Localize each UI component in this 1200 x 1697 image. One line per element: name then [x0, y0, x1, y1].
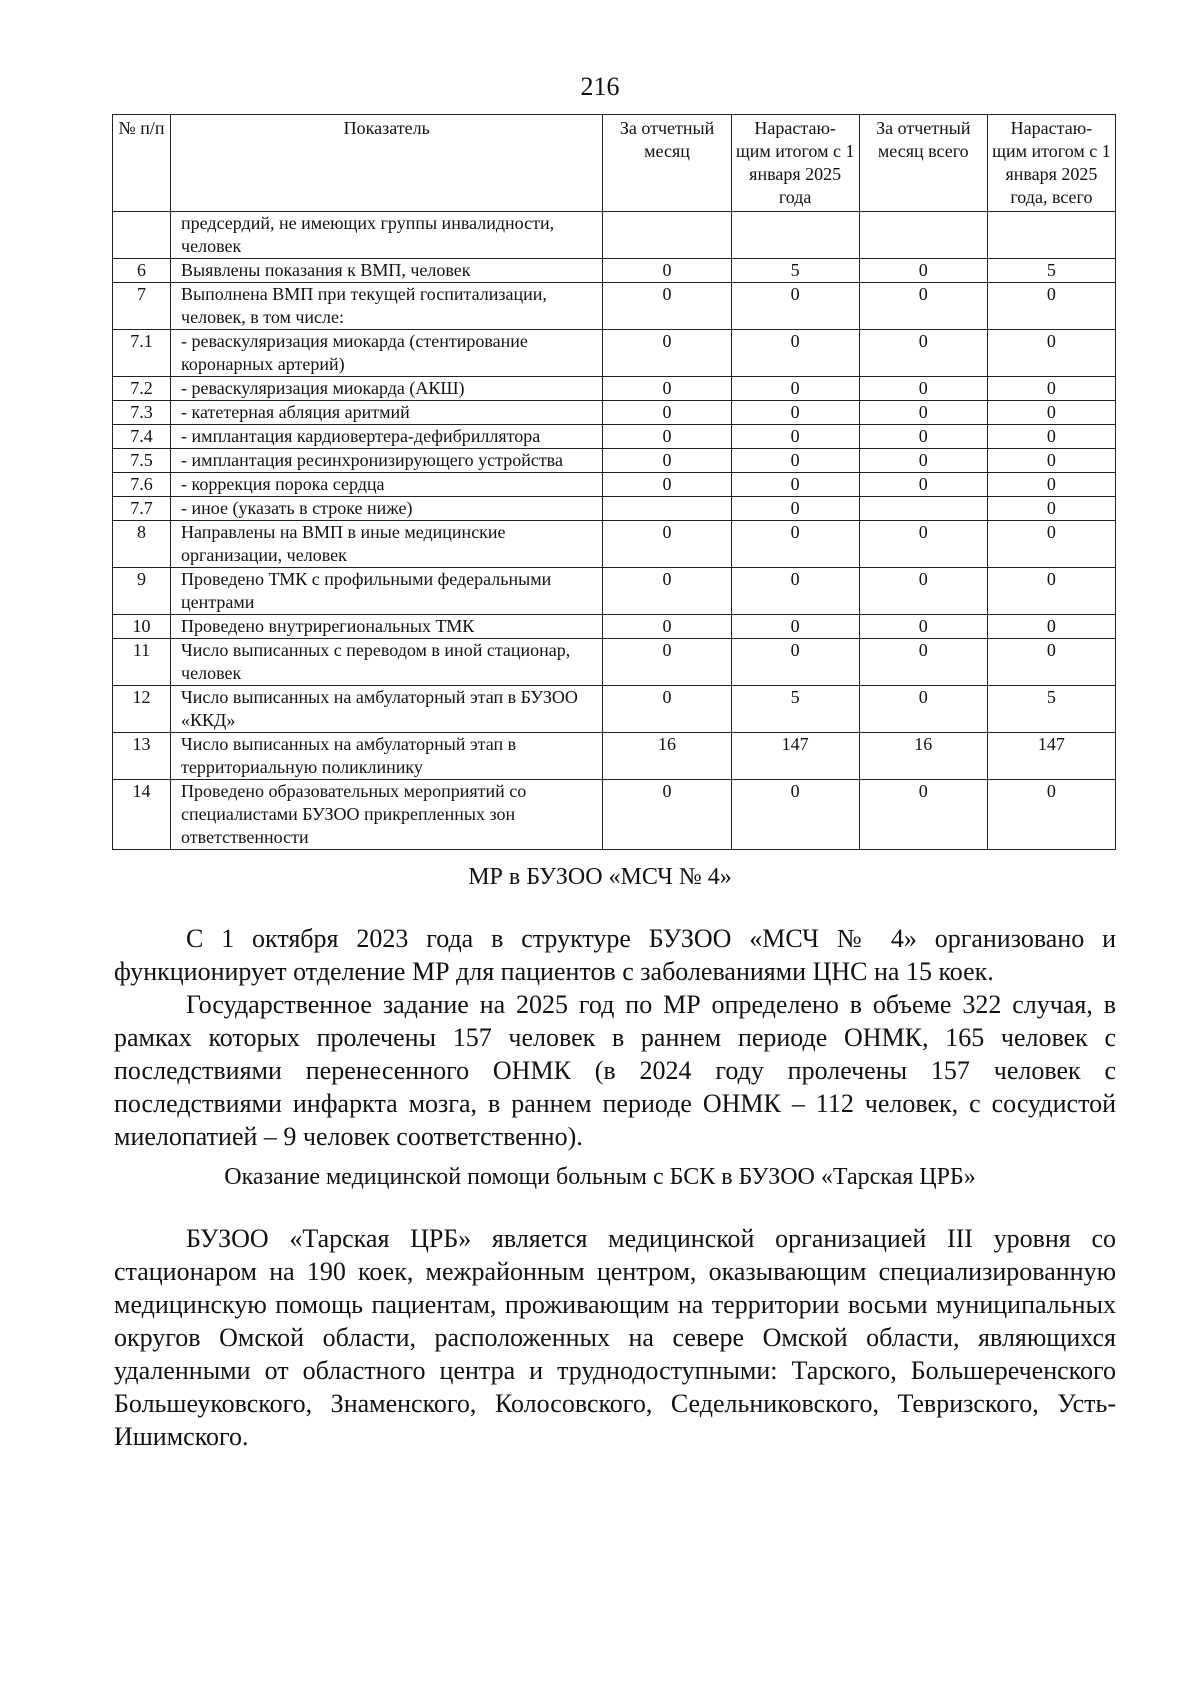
table-body — [113, 212, 1116, 850]
row-month-total — [859, 212, 987, 259]
row-cumulative: 0 — [731, 401, 859, 425]
row-month: 0 — [603, 473, 731, 497]
row-cumulative-total: 0 — [987, 521, 1115, 568]
row-month: 0 — [603, 259, 731, 283]
row-number: 11 — [113, 639, 171, 686]
row-indicator: Направлены на ВМП в иные медицинские организации, человек — [171, 521, 603, 568]
row-month-total: 0 — [859, 639, 987, 686]
row-month-total: 0 — [859, 259, 987, 283]
page-number: 216 — [580, 72, 620, 101]
row-month-total: 0 — [859, 473, 987, 497]
row-month: 0 — [603, 686, 731, 733]
row-cumulative-total: 0 — [987, 639, 1115, 686]
row-cumulative: 0 — [731, 639, 859, 686]
row-cumulative-total: 0 — [987, 568, 1115, 615]
row-month: 0 — [603, 283, 731, 330]
row-month — [603, 212, 731, 259]
row-indicator: Число выписанных на амбулаторный этап в территориальную поликлинику — [171, 733, 603, 780]
row-month-total: 0 — [859, 780, 987, 850]
row-number — [113, 212, 171, 259]
row-month: 0 — [603, 568, 731, 615]
row-indicator: - имплантация ресинхронизирующего устройства — [171, 449, 603, 473]
row-indicator: Проведено ТМК с профильными федеральными центрами — [171, 568, 603, 615]
paragraph-text: Государственное задание на 2025 год по МР определено в объеме 322 случая, в рамках которых пролечены 157 человек в раннем периоде ОНМК, 165 человек с последствиями перенесенного ОНМК (в 2024 году пролечены 157 человек с последствиями инфаркта мозга, в раннем периоде ОНМК – 112 человек, с сосудистой миелопатией – 9 человек соответственно). — [114, 990, 1116, 1151]
row-month: 0 — [603, 615, 731, 639]
table-row — [113, 615, 1116, 639]
row-indicator: Число выписанных с переводом в иной стационар, человек — [171, 639, 603, 686]
table-row — [113, 473, 1116, 497]
row-cumulative-total: 0 — [987, 615, 1115, 639]
row-month: 0 — [603, 639, 731, 686]
row-cumulative: 5 — [731, 686, 859, 733]
header-cumulative-total: Нарастаю- щим итогом с 1 января 2025 года, всего — [987, 115, 1115, 212]
header-number: № п/п — [113, 115, 171, 212]
table-header — [113, 115, 1116, 212]
paragraph-text: С 1 октября 2023 года в структуре БУЗОО «МСЧ № 4» организовано и функционирует отделение МР для пациентов с заболеваниями ЦНС на 15 коек. — [114, 924, 1116, 986]
row-month-total: 0 — [859, 521, 987, 568]
row-cumulative: 5 — [731, 259, 859, 283]
row-cumulative-total — [987, 212, 1115, 259]
row-month-total: 0 — [859, 686, 987, 733]
row-cumulative-total: 0 — [987, 425, 1115, 449]
row-month-total: 0 — [859, 330, 987, 377]
row-month-total: 0 — [859, 425, 987, 449]
row-month: 0 — [603, 401, 731, 425]
row-month-total: 0 — [859, 283, 987, 330]
row-number: 12 — [113, 686, 171, 733]
row-number: 7.3 — [113, 401, 171, 425]
paragraph-msch4-state-task — [114, 988, 1116, 1153]
row-indicator: Проведено внутрирегиональных ТМК — [171, 615, 603, 639]
row-month: 0 — [603, 330, 731, 377]
row-cumulative-total: 0 — [987, 401, 1115, 425]
table-row — [113, 733, 1116, 780]
row-cumulative: 0 — [731, 521, 859, 568]
row-month: 0 — [603, 377, 731, 401]
row-number: 9 — [113, 568, 171, 615]
row-month: 0 — [603, 521, 731, 568]
section-heading-tara: Оказание медицинской помощи больным с БСК в БУЗОО «Тарская ЦРБ» — [224, 1164, 976, 1190]
row-cumulative-total: 0 — [987, 449, 1115, 473]
row-month: 16 — [603, 733, 731, 780]
table-row — [113, 639, 1116, 686]
row-cumulative: 147 — [731, 733, 859, 780]
row-cumulative-total: 5 — [987, 259, 1115, 283]
table-row — [113, 330, 1116, 377]
row-indicator: - иное (указать в строке ниже) — [171, 497, 603, 521]
row-month-total: 0 — [859, 615, 987, 639]
paragraph-tara-description — [114, 1222, 1116, 1453]
table-row — [113, 449, 1116, 473]
row-cumulative-total: 0 — [987, 283, 1115, 330]
row-number: 13 — [113, 733, 171, 780]
paragraph-msch4-opening — [114, 922, 1116, 988]
row-cumulative: 0 — [731, 497, 859, 521]
row-indicator: - реваскуляризация миокарда (АКШ) — [171, 377, 603, 401]
header-cumulative: Нарастаю- щим итогом с 1 января 2025 года — [731, 115, 859, 212]
row-cumulative: 0 — [731, 473, 859, 497]
row-number: 7.2 — [113, 377, 171, 401]
row-indicator: - имплантация кардиовертера-дефибриллятора — [171, 425, 603, 449]
table-row — [113, 425, 1116, 449]
row-cumulative-total: 0 — [987, 780, 1115, 850]
row-cumulative-total: 0 — [987, 330, 1115, 377]
row-number: 7.4 — [113, 425, 171, 449]
row-cumulative: 0 — [731, 425, 859, 449]
row-month: 0 — [603, 780, 731, 850]
row-month: 0 — [603, 449, 731, 473]
row-cumulative: 0 — [731, 568, 859, 615]
table-row — [113, 497, 1116, 521]
row-indicator: предсердий, не имеющих группы инвалидности, человек — [171, 212, 603, 259]
row-number: 7.1 — [113, 330, 171, 377]
row-cumulative: 0 — [731, 615, 859, 639]
row-number: 7.5 — [113, 449, 171, 473]
row-number: 7.7 — [113, 497, 171, 521]
row-number: 7.6 — [113, 473, 171, 497]
row-cumulative-total: 0 — [987, 473, 1115, 497]
row-month-total: 0 — [859, 377, 987, 401]
row-cumulative-total: 5 — [987, 686, 1115, 733]
row-indicator: Число выписанных на амбулаторный этап в БУЗОО «ККД» — [171, 686, 603, 733]
row-month-total: 0 — [859, 568, 987, 615]
row-month: 0 — [603, 425, 731, 449]
table-row — [113, 377, 1116, 401]
row-number: 14 — [113, 780, 171, 850]
row-cumulative: 0 — [731, 283, 859, 330]
row-month-total: 0 — [859, 401, 987, 425]
row-cumulative: 0 — [731, 377, 859, 401]
table-row — [113, 686, 1116, 733]
header-indicator: Показатель — [171, 115, 603, 212]
paragraph-text: БУЗОО «Тарская ЦРБ» является медицинской организацией III уровня со стационаром на 190 коек, межрайонным центром, оказывающим специализированную медицинскую помощь пациентам, проживающим на территории восьми муниципальных округов Омской области, расположенных на севере Омской области, являющихся удаленными от областного центра и труднодоступными: Тарского, Большереченского Большеуковского, Знаменского, Колосовского, Седельниковского, Тевризского, Усть-Ишимского. — [114, 1224, 1116, 1451]
row-indicator: - коррекция порока сердца — [171, 473, 603, 497]
row-number: 7 — [113, 283, 171, 330]
row-month — [603, 497, 731, 521]
row-cumulative: 0 — [731, 780, 859, 850]
row-cumulative-total: 147 — [987, 733, 1115, 780]
row-cumulative: 0 — [731, 449, 859, 473]
row-indicator: - реваскуляризация миокарда (стентирование коронарных артерий) — [171, 330, 603, 377]
section-heading-msch4: МР в БУЗОО «МСЧ № 4» — [468, 864, 732, 890]
row-number: 8 — [113, 521, 171, 568]
header-month: За отчетный месяц — [603, 115, 731, 212]
row-month-total — [859, 497, 987, 521]
indicators-table — [112, 114, 1116, 850]
table-row — [113, 212, 1116, 259]
table-row — [113, 283, 1116, 330]
row-month-total: 16 — [859, 733, 987, 780]
row-indicator: Выполнена ВМП при текущей госпитализации, человек, в том числе: — [171, 283, 603, 330]
row-cumulative-total: 0 — [987, 377, 1115, 401]
header-month-total: За отчетный месяц всего — [859, 115, 987, 212]
table-row — [113, 780, 1116, 850]
table-row — [113, 401, 1116, 425]
row-cumulative — [731, 212, 859, 259]
table-row — [113, 521, 1116, 568]
table-row — [113, 259, 1116, 283]
row-number: 6 — [113, 259, 171, 283]
row-month-total: 0 — [859, 449, 987, 473]
row-cumulative: 0 — [731, 330, 859, 377]
table-row — [113, 568, 1116, 615]
row-indicator: Проведено образовательных мероприятий со специалистами БУЗОО прикрепленных зон ответственности — [171, 780, 603, 850]
row-number: 10 — [113, 615, 171, 639]
row-cumulative-total: 0 — [987, 497, 1115, 521]
row-indicator: - катетерная абляция аритмий — [171, 401, 603, 425]
row-indicator: Выявлены показания к ВМП, человек — [171, 259, 603, 283]
